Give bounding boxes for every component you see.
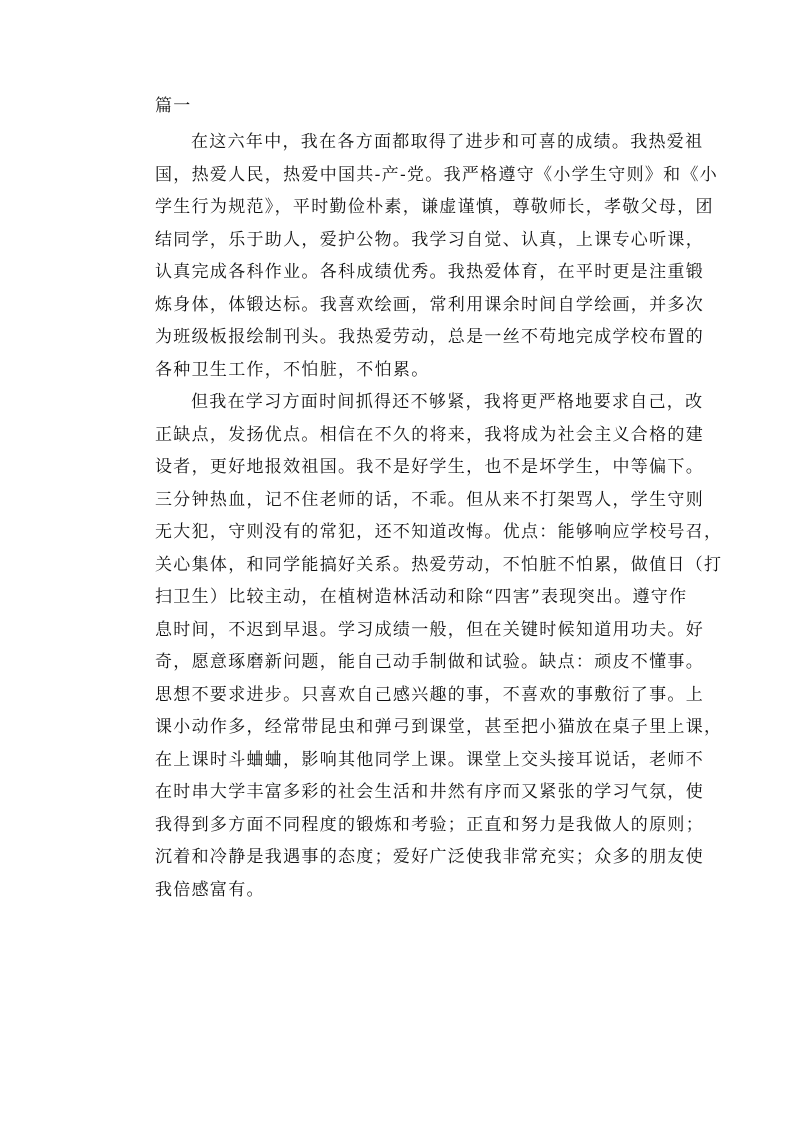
paragraph-line: 三分钟热血，记不住老师的话，不乖。但从来不打架骂人，学生守则 bbox=[155, 489, 704, 510]
paragraph-line: 无大犯，守则没有的常犯，还不知道改悔。优点：能够响应学校号召， bbox=[155, 522, 723, 542]
paragraph-line: 正缺点，发扬优点。相信在不久的将来，我将成为社会主义合格的建 bbox=[155, 424, 704, 445]
document-body bbox=[119, 86, 723, 906]
paragraph-line: 扫卫生）比较主动，在植树造林活动和除“四害”表现突出。遵守作 bbox=[155, 587, 688, 607]
paragraph-line: 在时串大学丰富多彩的社会生活和井然有序而又紧张的学习气氛，使 bbox=[155, 782, 704, 802]
paragraph-line: 为班级板报绘制刊头。我热爱劳动，总是一丝不苟地完成学校布置的 bbox=[155, 327, 704, 347]
paragraph-1 bbox=[119, 126, 719, 386]
paragraph-line: 设者，更好地报效祖国。我不是好学生，也不是坏学生，中等偏下。 bbox=[155, 457, 704, 477]
paragraph-line: 在上课时斗蛐蛐，影响其他同学上课。课堂上交头接耳说话，老师不 bbox=[155, 749, 704, 770]
paragraph-line: 结同学，乐于助人，爱护公物。我学习自觉、认真，上课专心听课， bbox=[155, 229, 704, 250]
paragraph-line: 关心集体，和同学能搞好关系。热爱劳动，不怕脏不怕累，做值日（打 bbox=[155, 554, 723, 575]
paragraph-line: 我倍感富有。 bbox=[155, 879, 265, 900]
paragraph-line: 各种卫生工作，不怕脏，不怕累。 bbox=[155, 359, 430, 380]
paragraph-line: 我得到多方面不同程度的锻炼和考验；正直和努力是我做人的原则； bbox=[155, 814, 704, 835]
paragraph-line: 炼身体，体锻达标。我喜欢绘画，常利用课余时间自学绘画，并多次 bbox=[155, 294, 704, 315]
paragraph-line: 课小动作多，经常带昆虫和弹弓到课堂，甚至把小猫放在桌子里上课， bbox=[155, 717, 723, 737]
paragraph-line: 认真完成各科作业。各科成绩优秀。我热爱体育，在平时更是注重锻 bbox=[155, 262, 704, 282]
paragraph-line: 国，热爱人民，热爱中国共-产-党。我严格遵守《小学生守则》和《小 bbox=[155, 164, 719, 185]
section-heading: 篇一 bbox=[155, 96, 192, 116]
paragraph-line: 息时间，不迟到早退。学习成绩一般，但在关键时候知道用功夫。好 bbox=[155, 619, 704, 640]
paragraph-line: 沉着和冷静是我遇事的态度；爱好广泛使我非常充实；众多的朋友使 bbox=[155, 847, 704, 867]
paragraph-2 bbox=[119, 386, 723, 906]
paragraph-line: 奇，愿意琢磨新问题，能自己动手制做和试验。缺点：顽皮不懂事。 bbox=[155, 652, 704, 672]
paragraph-line: 但我在学习方面时间抓得还不够紧，我将更严格地要求自己，改 bbox=[191, 392, 704, 412]
paragraph-line: 思想不要求进步。只喜欢自己感兴趣的事，不喜欢的事敷衍了事。上 bbox=[155, 684, 704, 705]
paragraph-line: 在这六年中，我在各方面都取得了进步和可喜的成绩。我热爱祖 bbox=[191, 132, 704, 152]
paragraph-line: 学生行为规范》，平时勤俭朴素，谦虚谨慎，尊敬师长，孝敬父母，团 bbox=[155, 197, 714, 217]
